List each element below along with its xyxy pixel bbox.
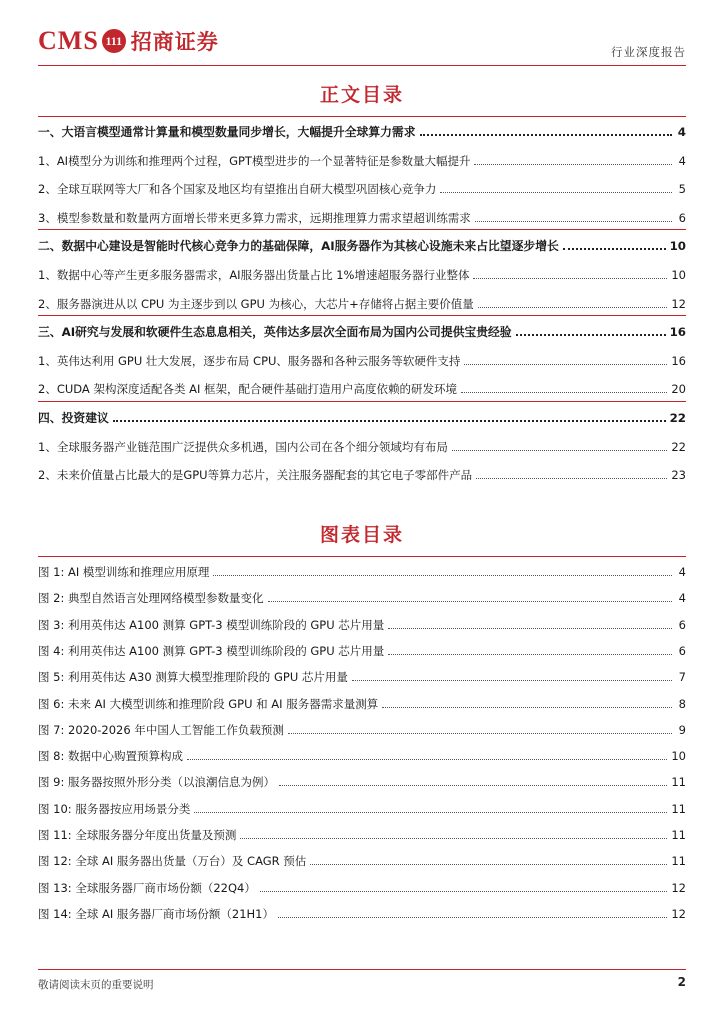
dot-leader <box>288 733 672 734</box>
toc-entry-page: 4 <box>677 125 686 139</box>
toc-entry-text: 1、数据中心等产生更多服务器需求，AI服务器出货量占比 1%增速超服务器行业整体 <box>38 268 470 282</box>
toc-entry-page: 10 <box>671 749 686 764</box>
toc-entry-page: 16 <box>669 325 686 340</box>
toc-entry-text: 1、全球服务器产业链范围广泛提供众多机遇，国内公司在各个细分领域均有布局 <box>38 439 448 454</box>
toc-entry-page: 12 <box>671 880 686 895</box>
cms-logo <box>38 24 219 58</box>
section-separator <box>38 401 686 402</box>
toc-entry-text: 四、投资建议 <box>38 411 109 425</box>
toc-entry-page: 6 <box>678 210 686 225</box>
toc-entry-text: 图 4: 利用英伟达 A100 测算 GPT-3 模型训练阶段的 GPU 芯片用量 <box>38 643 385 658</box>
dot-leader <box>440 192 672 193</box>
toc-entry-text: 图 1: AI 模型训练和推理应用原理 <box>38 565 210 579</box>
toc-chapter-entry[interactable] <box>38 407 686 425</box>
toc-entry-page: 12 <box>671 906 686 921</box>
toc-entry[interactable] <box>38 771 686 789</box>
dot-leader <box>382 707 672 708</box>
toc-entry[interactable] <box>38 587 686 605</box>
dot-leader <box>194 812 667 813</box>
toc-entry[interactable] <box>38 693 686 711</box>
toc-entry-page: 20 <box>671 382 686 397</box>
toc-entry-page: 11 <box>671 775 686 790</box>
toc-entry-page: 5 <box>678 182 686 197</box>
toc-entry-text: 三、AI研究与发展和软硬件生态息息相关，英伟达多层次全面布局为国内公司提供宝贵经验 <box>38 325 512 340</box>
toc-entry[interactable] <box>38 666 686 684</box>
dot-leader <box>388 654 672 655</box>
toc-entry-text: 图 8: 数据中心购置预算构成 <box>38 749 184 764</box>
dot-leader <box>260 891 668 892</box>
toc-entry[interactable] <box>38 264 686 282</box>
section-separator <box>38 229 686 230</box>
toc-entry-page: 16 <box>671 353 686 368</box>
toc-entry-page: 22 <box>669 411 686 425</box>
toc-chapter-entry[interactable] <box>38 235 686 253</box>
toc-entry-text: 二、数据中心建设是智能时代核心竞争力的基础保障，AI服务器作为其核心设施未来占比望逐步增长 <box>38 239 559 254</box>
logo-text-en: CMS <box>38 26 99 55</box>
toc-entry[interactable] <box>38 877 686 895</box>
toc-entry-page: 6 <box>678 643 686 658</box>
toc-entry-page: 11 <box>671 854 686 869</box>
figures-title: 图表目录 <box>319 524 404 546</box>
toc-entry[interactable] <box>38 850 686 868</box>
toc-entry-text: 2、全球互联网等大厂和各个国家及地区均有望推出自研大模型巩固核心竞争力 <box>38 182 437 197</box>
toc-entry[interactable] <box>38 178 686 196</box>
toc-entry-text: 1、AI模型分为训练和推理两个过程，GPT模型进步的一个显著特征是参数量大幅提升 <box>38 153 471 168</box>
section-separator <box>38 315 686 316</box>
dot-leader <box>278 917 667 918</box>
toc-entry-text: 图 7: 2020-2026 年中国人工智能工作负载预测 <box>38 722 284 737</box>
toc-entry-text: 图 14: 全球 AI 服务器厂商市场份额（21H1） <box>38 906 274 921</box>
toc-entry-page: 22 <box>671 439 686 454</box>
toc-entry[interactable] <box>38 614 686 632</box>
toc-entry[interactable] <box>38 293 686 311</box>
footer-disclaimer-note: 敬请阅读末页的重要说明 <box>38 979 154 991</box>
logo-text-cn: 招商证券 <box>130 29 219 54</box>
toc-entry-text: 2、服务器演进从以 CPU 为主逐步到以 GPU 为核心，大芯片+存储将占据主要价值量 <box>38 296 474 311</box>
toc-entry-page: 10 <box>671 268 686 282</box>
toc-entry[interactable] <box>38 824 686 842</box>
dot-leader <box>187 759 667 760</box>
page-header <box>0 0 724 70</box>
toc-entry-text: 图 6: 未来 AI 大模型训练和推理阶段 GPU 和 AI 服务器需求量测算 <box>38 696 379 711</box>
dot-leader <box>240 838 667 839</box>
toc-entry-page: 11 <box>671 801 686 816</box>
toc-entry-text: 图 11: 全球服务器分年度出货量及预测 <box>38 828 237 842</box>
toc-entry-page: 23 <box>671 468 686 483</box>
toc-entry-page: 4 <box>678 565 686 579</box>
dot-leader <box>452 450 668 451</box>
dot-leader <box>475 221 672 222</box>
dot-leader <box>113 420 666 422</box>
report-type-label: 行业深度报告 <box>611 45 686 59</box>
toc-entry[interactable] <box>38 464 686 482</box>
toc-entry-text: 图 12: 全球 AI 服务器出货量（万台）及 CAGR 预估 <box>38 854 307 869</box>
dot-leader <box>474 164 672 165</box>
toc-entry-text: 图 3: 利用英伟达 A100 测算 GPT-3 模型训练阶段的 GPU 芯片用量 <box>38 617 385 632</box>
toc-chapter-entry[interactable] <box>38 321 686 339</box>
toc-entry[interactable] <box>38 561 686 579</box>
footer-divider <box>38 969 686 970</box>
dot-leader <box>420 134 672 136</box>
dot-leader <box>563 248 666 250</box>
logo-badge-icon: 111 <box>102 29 126 53</box>
toc-entry[interactable] <box>38 150 686 168</box>
toc-entry-page: 11 <box>671 828 686 842</box>
toc-entry-text: 3、模型参数量和数量两方面增长带来更多算力需求，远期推理算力需求望超训练需求 <box>38 210 471 225</box>
dot-leader <box>388 628 672 629</box>
toc-entry-page: 9 <box>678 722 686 737</box>
toc-entry[interactable] <box>38 378 686 396</box>
dot-leader <box>461 392 667 393</box>
dot-leader <box>516 334 666 336</box>
dot-leader <box>478 307 668 308</box>
dot-leader <box>476 478 667 479</box>
toc-entry-page: 12 <box>671 296 686 311</box>
dot-leader <box>352 680 672 681</box>
toc-entry[interactable] <box>38 436 686 454</box>
toc-entry-text: 图 13: 全球服务器厂商市场份额（22Q4） <box>38 880 256 895</box>
dot-leader <box>213 575 672 576</box>
dot-leader <box>268 601 673 602</box>
toc-entry-text: 图 2: 典型自然语言处理网络模型参数量变化 <box>38 591 264 606</box>
page-number: 2 <box>677 975 686 989</box>
toc-entry[interactable] <box>38 719 686 737</box>
dot-leader <box>310 864 667 865</box>
toc-entry[interactable] <box>38 798 686 816</box>
toc-entry-page: 7 <box>678 670 686 685</box>
toc-entry-page: 4 <box>678 591 686 606</box>
toc-entry-text: 2、未来价值量占比最大的是GPU等算力芯片，关注服务器配套的其它电子零部件产品 <box>38 468 473 483</box>
contents-title-rule <box>38 116 686 117</box>
toc-entry-page: 4 <box>678 153 686 168</box>
dot-leader <box>279 785 667 786</box>
toc-entry-text: 2、CUDA 架构深度适配各类 AI 框架，配合硬件基础打造用户高度依赖的研发环境 <box>38 382 458 397</box>
dot-leader <box>464 364 667 365</box>
toc-entry-page: 6 <box>678 617 686 632</box>
toc-entry-page: 8 <box>678 696 686 711</box>
toc-entry-text: 图 5: 利用英伟达 A30 测算大模型推理阶段的 GPU 芯片用量 <box>38 670 348 685</box>
figures-title-rule <box>38 556 686 557</box>
contents-title: 正文目录 <box>319 84 404 106</box>
toc-entry-text: 1、英伟达利用 GPU 壮大发展，逐步布局 CPU、服务器和各种云服务等软硬件支持 <box>38 353 461 368</box>
toc-entry[interactable] <box>38 745 686 763</box>
dot-leader <box>473 278 667 279</box>
toc-entry-page: 10 <box>669 239 686 254</box>
toc-entry[interactable] <box>38 903 686 921</box>
toc-entry-text: 一、大语言模型通常计算量和模型数量同步增长，大幅提升全球算力需求 <box>38 125 416 139</box>
toc-entry[interactable] <box>38 207 686 225</box>
toc-entry[interactable] <box>38 350 686 368</box>
header-divider <box>38 65 686 66</box>
toc-entry[interactable] <box>38 640 686 658</box>
toc-chapter-entry[interactable] <box>38 121 686 139</box>
toc-entry-text: 图 10: 服务器按应用场景分类 <box>38 801 191 816</box>
toc-entry-text: 图 9: 服务器按照外形分类（以浪潮信息为例） <box>38 775 275 790</box>
